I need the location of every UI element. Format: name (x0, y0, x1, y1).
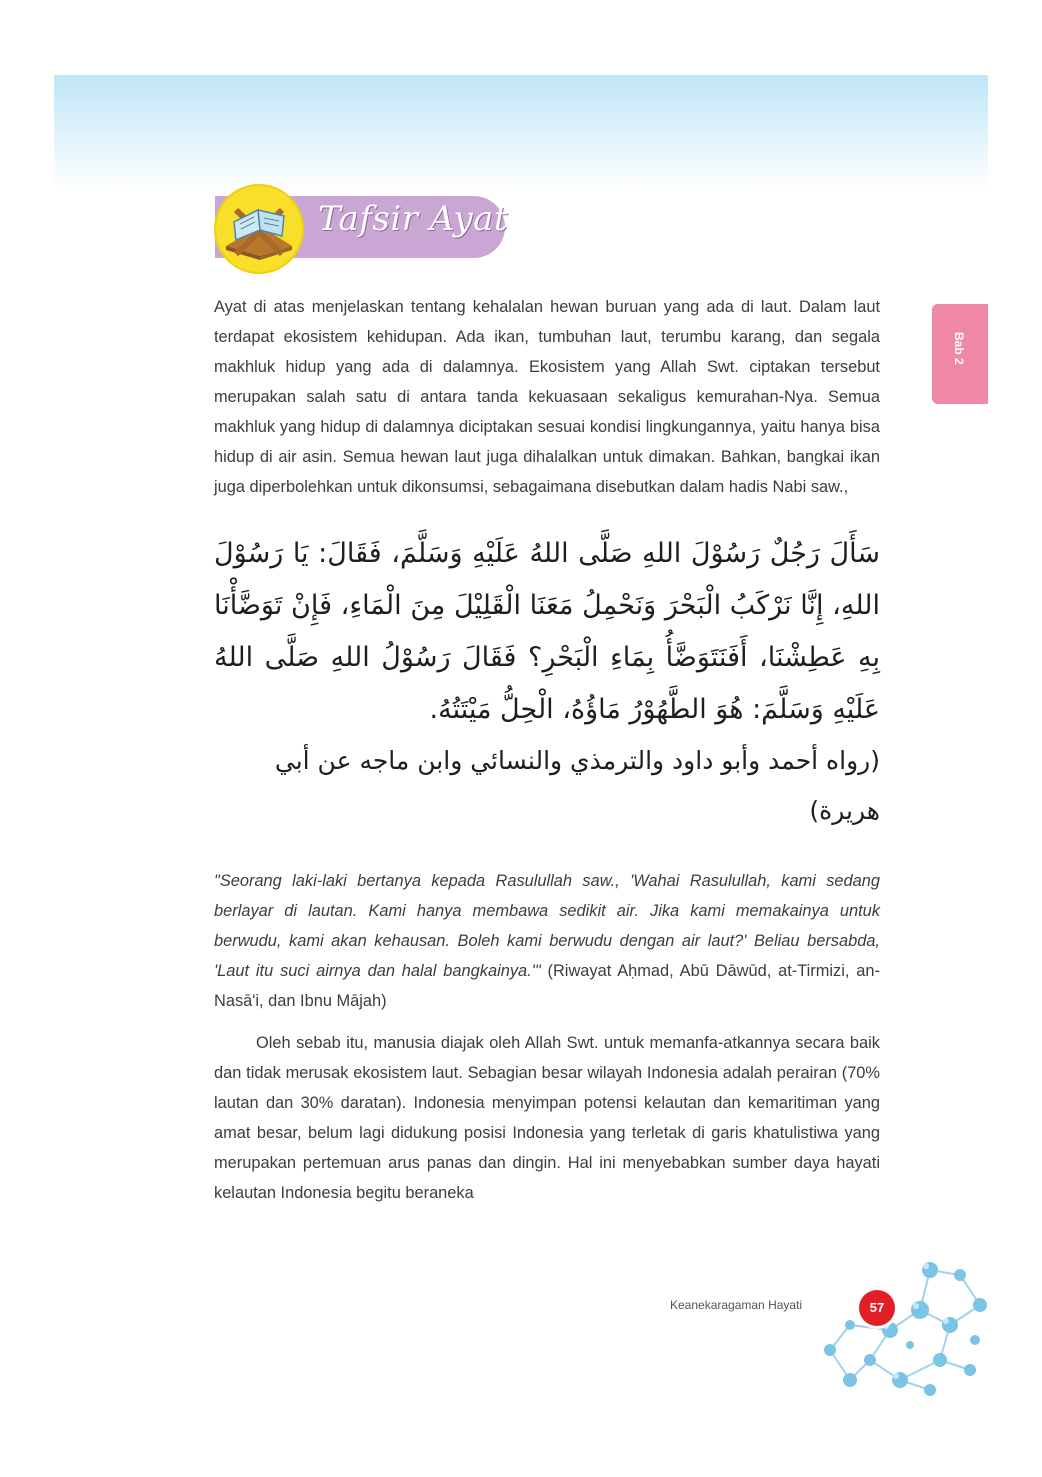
page-number-badge: 57 (859, 1290, 895, 1326)
hadith-translation-quote: "Seorang laki-laki bertanya kepada Rasulullah saw., 'Wahai Rasulullah, kami sedang berlayar di lautan. Kami hanya membawa sedikit air. Jika kami memakainya untuk berwudu, kami akan kehausan. Boleh kami berwudu dengan air laut?' Beliau bersabda, 'Laut itu suci airnya dan halal bangkainya.'" (214, 872, 880, 980)
quran-on-stand-icon (216, 186, 302, 272)
hadith-translation (214, 866, 880, 1016)
molecule-decoration-icon (800, 1250, 990, 1400)
chapter-side-tab-label: Bab 2 (952, 332, 966, 365)
paragraph-conclusion: Oleh sebab itu, manusia diajak oleh Allah Swt. untuk memanfa-atkannya secara baik dan tidak merusak ekosistem laut. Sebagian besar wilayah Indonesia adalah perairan (70% lautan dan 30% daratan). Indonesia menyimpan potensi kelautan dan kemaritiman yang amat besar, belum lagi didukung posisi Indonesia yang terletak di garis khatulistiwa yang merupakan pertemuan arus panas dan dingin. Hal ini menyebabkan sumber daya hayati kelautan Indonesia begitu beraneka (214, 1034, 880, 1202)
top-gradient-band (54, 75, 988, 190)
hadith-translation-source: (Riwayat Aḥmad, Abū Dāwūd, at-Tirmizi, an-Nasā'i, dan Ibnu Mājah) (214, 962, 880, 1010)
footer-chapter-title: Keanekaragaman Hayati (670, 1298, 803, 1312)
hadith-reference-arabic: (رواه أحمد وأبو داود والترمذي والنسائي وابن ماجه عن أبي هريرة) (274, 746, 880, 825)
section-title: Tafsir Ayat (318, 199, 509, 239)
hadith-arabic-text: سَأَلَ رَجُلٌ رَسُوْلَ اللهِ صَلَّى اللهُ عَلَيْهِ وَسَلَّمَ، فَقَالَ: يَا رَسُوْلَ اللهِ، إِنَّا نَرْكَبُ الْبَحْرَ وَنَحْمِلُ مَعَنَا الْقَلِيْلَ مِنَ الْمَاءِ، فَإِنْ تَوَضَّأْنَا بِهِ عَطِشْنَا، أَفَنَتَوَضَّأُ بِمَاءِ الْبَحْرِ؟ فَقَالَ رَسُوْلُ اللهِ صَلَّى اللهُ عَلَيْهِ وَسَلَّمَ: هُوَ الطَّهُوْرُ مَاؤُهُ، الْحِلُّ مَيْتَتُهُ. (214, 538, 880, 725)
paragraph-intro: Ayat di atas menjelaskan tentang kehalalan hewan buruan yang ada di laut. Dalam laut terdapat ekosistem kehidupan. Ada ikan, tumbuhan laut, terumbu karang, dan segala makhluk hidup yang ada di dalamnya. Ekosistem yang Allah Swt. ciptakan tersebut merupakan salah satu di antara tanda kekuasaan sekaligus kemurahan-Nya. Semua makhluk yang hidup di dalamnya diciptakan sesuai kondisi lingkungannya, yaitu hanya bisa hidup di air asin. Semua hewan laut juga dihalalkan untuk dimakan. Bahkan, bangkai ikan juga diperbolehkan untuk dikonsumsi, sebagaimana disebutkan dalam hadis Nabi saw., (214, 298, 880, 496)
main-content (214, 292, 880, 1208)
